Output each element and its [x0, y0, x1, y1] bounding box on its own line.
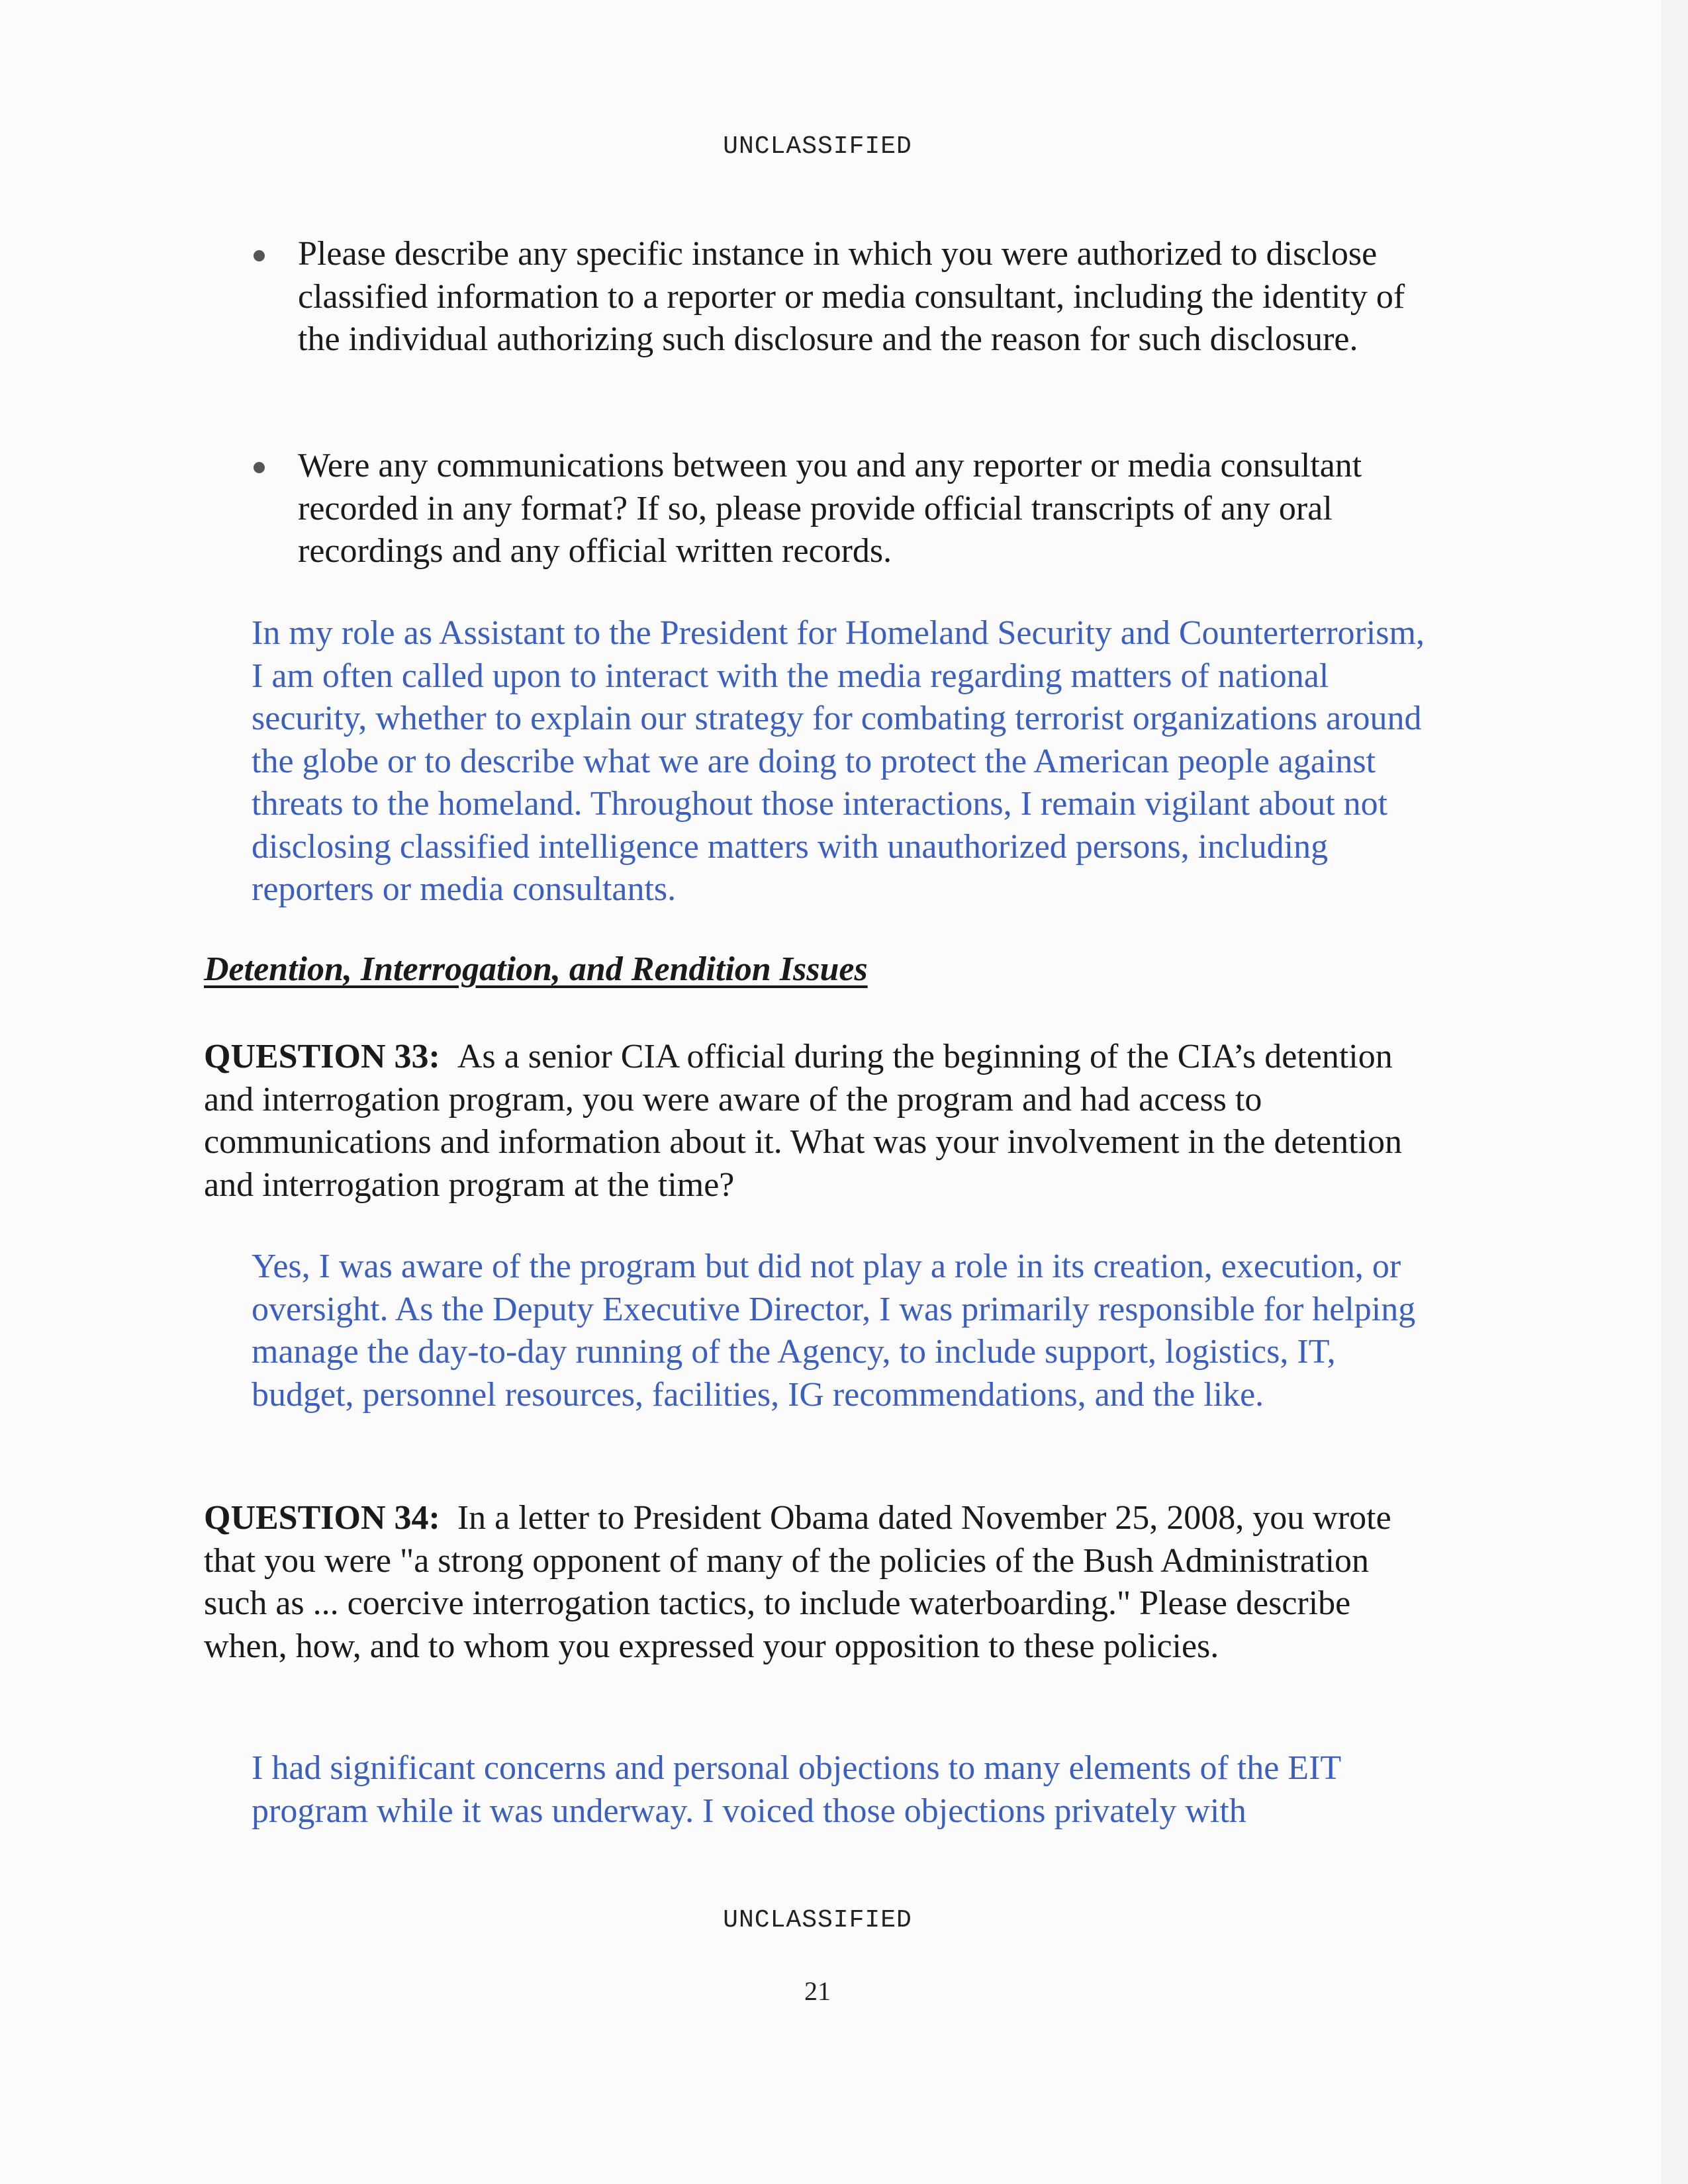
- bullet-icon: [254, 462, 265, 473]
- page-number: 21: [804, 1976, 831, 2006]
- bullet-icon: [254, 250, 265, 261]
- answer-33: Yes, I was aware of the program but did not play a role in its creation, execution, or oversight. As the Deputy Executive Director, I was primarily responsible for helping manage the day-to-day running of the Agency, to include support, logistics, IT, budget, personnel resources, facilities, IG recommendations, and the like.: [252, 1248, 1416, 1414]
- section-heading: Detention, Interrogation, and Rendition Issues: [204, 950, 868, 988]
- question-34: [204, 1497, 1435, 1668]
- question-label: QUESTION 33:: [204, 1038, 440, 1075]
- footer-classification: UNCLASSIFIED: [723, 1906, 912, 1934]
- question-text: As a senior CIA official during the beginning of the CIA’s detention and interrogation program, you were aware of the program and had access to communications and information about it. What was your involvement in the detention and interrogation program at the time?: [204, 1038, 1402, 1204]
- header-classification: UNCLASSIFIED: [723, 132, 912, 161]
- bullet-text: Please describe any specific instance in which you were authorized to disclose classified information to a reporter or media consultant, including the identity of the individual authorizing such disclosure and the reason for such disclosure.: [298, 235, 1405, 358]
- page-edge: [1662, 0, 1688, 2184]
- question-label: QUESTION 34:: [204, 1499, 440, 1537]
- bullet-item: [298, 233, 1436, 361]
- bullet-item: [298, 445, 1436, 573]
- bullet-text: Were any communications between you and any reporter or media consultant recorded in any format? If so, please provide official transcripts of any oral recordings and any official written records.: [298, 447, 1362, 570]
- answer-34: I had significant concerns and personal objections to many elements of the EIT program while it was underway. I voiced those objections privately with: [252, 1749, 1341, 1830]
- answer-32: In my role as Assistant to the President for Homeland Security and Counterterrorism, I am often called upon to interact with the media regarding matters of national security, whether to explain our strategy for combating terrorist organizations around the globe or to describe what we are doing to protect the American people against threats to the homeland. Throughout those interactions, I remain vigilant about not disclosing classified intelligence matters with unauthorized persons, including reporters or media consultants.: [252, 614, 1425, 908]
- question-text: In a letter to President Obama dated November 25, 2008, you wrote that you were "a strong opponent of many of the policies of the Bush Administration such as ... coercive interrogation tactics, to include waterboarding." Please describe when, how, and to whom you expressed your opposition to these policies.: [204, 1499, 1391, 1665]
- question-33: [204, 1036, 1435, 1206]
